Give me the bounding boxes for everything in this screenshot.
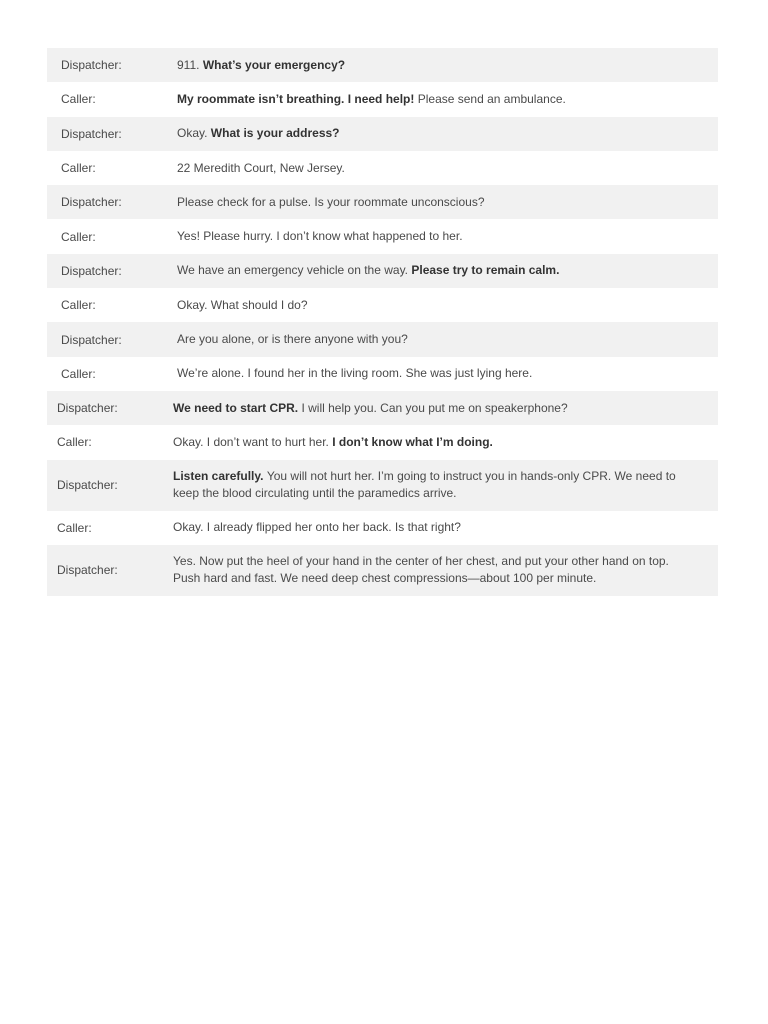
- dialogue-segment: We have an emergency vehicle on the way.: [177, 263, 412, 278]
- dialogue-segment-bold: What’s your emergency?: [202, 57, 346, 72]
- speaker-label: Dispatcher:: [61, 126, 122, 141]
- dialogue-text: [177, 91, 718, 108]
- transcript-row: [47, 511, 718, 545]
- speaker-label: Caller:: [61, 298, 96, 313]
- dialogue-text: [177, 160, 718, 177]
- dialogue-segment: Okay.: [177, 126, 211, 141]
- dialogue-segment: Okay. I don’t want to hurt her.: [173, 434, 333, 449]
- speaker-label: Dispatcher:: [61, 263, 122, 278]
- transcript-row: [47, 219, 718, 253]
- dialogue-text: [177, 262, 718, 279]
- dialogue-segment-bold: My roommate isn’t breathing.: [177, 91, 348, 106]
- dialogue-segment: I will help you. Can you put me on speakerphone?: [301, 400, 568, 415]
- dialogue-segment-bold: I need help!: [347, 91, 418, 106]
- dialogue-segment: Okay. What should I do?: [177, 297, 308, 312]
- transcript-row: [47, 288, 718, 322]
- speaker-label: Dispatcher:: [57, 401, 118, 416]
- dialogue-segment: We’re alone. I found her in the living room. She was just lying here.: [177, 366, 533, 381]
- dialogue-segment: Yes! Please hurry. I don’t know what happened to her.: [177, 229, 463, 244]
- dialogue-text: [173, 400, 718, 417]
- transcript-row: [47, 391, 718, 425]
- dialogue-segment: Okay. I already flipped her onto her back. Is that right?: [173, 520, 461, 535]
- speaker-label: Caller:: [61, 161, 96, 176]
- speaker-label: Caller:: [61, 229, 96, 244]
- transcript-row: [47, 322, 718, 356]
- dialogue-text: [173, 434, 718, 451]
- speaker-label: Dispatcher:: [61, 58, 122, 73]
- dialogue-segment: 22 Meredith Court, New Jersey.: [177, 160, 345, 175]
- transcript-row: [47, 545, 718, 596]
- dialogue-text: [177, 331, 718, 348]
- speaker-label: Caller:: [57, 435, 92, 450]
- call-transcript-table: [47, 48, 718, 596]
- dialogue-segment-bold: We need to start CPR.: [173, 400, 302, 415]
- dialogue-text: [177, 365, 718, 382]
- transcript-row: [47, 117, 718, 151]
- transcript-row: [47, 460, 718, 511]
- speaker-label: Dispatcher:: [57, 478, 118, 493]
- dialogue-segment: Yes. Now put the heel of your hand in the center of her chest, and put your other hand on top. Push hard and fast. We need deep chest compressions—about 100 per minute.: [173, 554, 669, 586]
- transcript-row: [47, 425, 718, 459]
- dialogue-segment-bold: What is your address?: [210, 126, 340, 141]
- dialogue-text: [173, 519, 718, 536]
- dialogue-segment: Please send an ambulance.: [417, 91, 566, 106]
- dialogue-text: [177, 125, 718, 142]
- dialogue-segment-bold: I don’t know what I’m doing.: [332, 434, 493, 449]
- dialogue-text: [173, 468, 718, 502]
- dialogue-segment-bold: Listen carefully.: [173, 469, 267, 484]
- dialogue-segment: Please check for a pulse. Is your roommate unconscious?: [177, 194, 485, 209]
- transcript-row: [47, 48, 718, 82]
- speaker-label: Dispatcher:: [61, 332, 122, 347]
- transcript-row: [47, 185, 718, 219]
- dialogue-text: [177, 297, 718, 314]
- dialogue-text: [177, 194, 718, 211]
- speaker-label: Caller:: [57, 520, 92, 535]
- dialogue-text: [173, 553, 718, 587]
- transcript-row: [47, 254, 718, 288]
- speaker-label: Caller:: [61, 92, 96, 107]
- transcript-row: [47, 151, 718, 185]
- speaker-label: Caller:: [61, 366, 96, 381]
- transcript-row: [47, 82, 718, 116]
- dialogue-segment: 911.: [177, 57, 203, 72]
- speaker-label: Dispatcher:: [61, 195, 122, 210]
- dialogue-segment: Are you alone, or is there anyone with you?: [177, 332, 408, 347]
- dialogue-segment: You will not hurt her. I’m going to instruct you in hands-only CPR. We need to keep the blood circulating until the paramedics arrive.: [173, 469, 676, 501]
- speaker-label: Dispatcher:: [57, 563, 118, 578]
- dialogue-text: [177, 57, 718, 74]
- dialogue-text: [177, 228, 718, 245]
- dialogue-segment-bold: Please try to remain calm.: [411, 263, 560, 278]
- transcript-row: [47, 357, 718, 391]
